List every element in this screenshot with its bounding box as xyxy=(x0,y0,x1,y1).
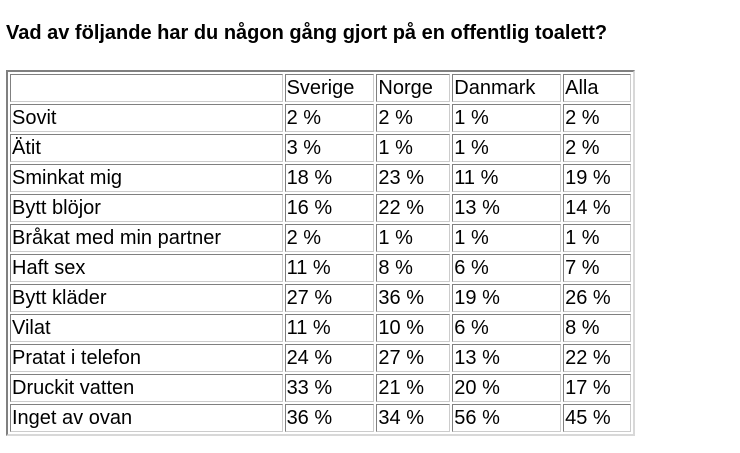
cell-sverige: 33 % xyxy=(285,374,375,402)
column-header-sverige: Sverige xyxy=(285,74,375,102)
cell-danmark: 1 % xyxy=(452,134,561,162)
cell-norge: 22 % xyxy=(376,194,450,222)
cell-danmark: 56 % xyxy=(452,404,561,432)
table-row xyxy=(10,224,631,252)
table-header-row xyxy=(10,74,631,102)
cell-danmark: 11 % xyxy=(452,164,561,192)
cell-sverige: 2 % xyxy=(285,224,375,252)
survey-results-table xyxy=(6,70,635,436)
cell-alla: 45 % xyxy=(563,404,631,432)
cell-sverige: 11 % xyxy=(285,314,375,342)
table-row xyxy=(10,164,631,192)
table-row xyxy=(10,314,631,342)
cell-sverige: 3 % xyxy=(285,134,375,162)
cell-danmark: 1 % xyxy=(452,224,561,252)
cell-alla: 1 % xyxy=(563,224,631,252)
cell-alla: 22 % xyxy=(563,344,631,372)
cell-norge: 23 % xyxy=(376,164,450,192)
cell-sverige: 2 % xyxy=(285,104,375,132)
cell-sverige: 36 % xyxy=(285,404,375,432)
cell-danmark: 6 % xyxy=(452,314,561,342)
cell-norge: 10 % xyxy=(376,314,450,342)
row-label: Sminkat mig xyxy=(10,164,283,192)
row-label: Pratat i telefon xyxy=(10,344,283,372)
cell-danmark: 1 % xyxy=(452,104,561,132)
table-row xyxy=(10,134,631,162)
cell-norge: 34 % xyxy=(376,404,450,432)
cell-alla: 8 % xyxy=(563,314,631,342)
row-label: Bytt blöjor xyxy=(10,194,283,222)
column-header-blank xyxy=(10,74,283,102)
cell-alla: 26 % xyxy=(563,284,631,312)
cell-sverige: 24 % xyxy=(285,344,375,372)
table-row xyxy=(10,284,631,312)
cell-alla: 14 % xyxy=(563,194,631,222)
column-header-danmark: Danmark xyxy=(452,74,561,102)
cell-danmark: 13 % xyxy=(452,344,561,372)
cell-norge: 27 % xyxy=(376,344,450,372)
table-row xyxy=(10,104,631,132)
cell-danmark: 19 % xyxy=(452,284,561,312)
row-label: Bråkat med min partner xyxy=(10,224,283,252)
table-row xyxy=(10,254,631,282)
cell-danmark: 20 % xyxy=(452,374,561,402)
cell-sverige: 27 % xyxy=(285,284,375,312)
table-row xyxy=(10,374,631,402)
table-body xyxy=(10,74,631,432)
cell-sverige: 11 % xyxy=(285,254,375,282)
row-label: Vilat xyxy=(10,314,283,342)
table-row xyxy=(10,404,631,432)
cell-alla: 17 % xyxy=(563,374,631,402)
cell-alla: 2 % xyxy=(563,134,631,162)
table-row xyxy=(10,194,631,222)
cell-norge: 1 % xyxy=(376,134,450,162)
cell-norge: 8 % xyxy=(376,254,450,282)
cell-norge: 1 % xyxy=(376,224,450,252)
survey-question: Vad av följande har du någon gång gjort på en offentlig toalett? xyxy=(6,22,608,44)
cell-alla: 7 % xyxy=(563,254,631,282)
cell-danmark: 6 % xyxy=(452,254,561,282)
row-label: Bytt kläder xyxy=(10,284,283,312)
row-label: Druckit vatten xyxy=(10,374,283,402)
cell-norge: 21 % xyxy=(376,374,450,402)
cell-sverige: 16 % xyxy=(285,194,375,222)
row-label: Inget av ovan xyxy=(10,404,283,432)
cell-norge: 2 % xyxy=(376,104,450,132)
cell-norge: 36 % xyxy=(376,284,450,312)
cell-sverige: 18 % xyxy=(285,164,375,192)
row-label: Sovit xyxy=(10,104,283,132)
row-label: Haft sex xyxy=(10,254,283,282)
column-header-norge: Norge xyxy=(376,74,450,102)
table-row xyxy=(10,344,631,372)
cell-danmark: 13 % xyxy=(452,194,561,222)
cell-alla: 19 % xyxy=(563,164,631,192)
row-label: Ätit xyxy=(10,134,283,162)
column-header-alla: Alla xyxy=(563,74,631,102)
cell-alla: 2 % xyxy=(563,104,631,132)
